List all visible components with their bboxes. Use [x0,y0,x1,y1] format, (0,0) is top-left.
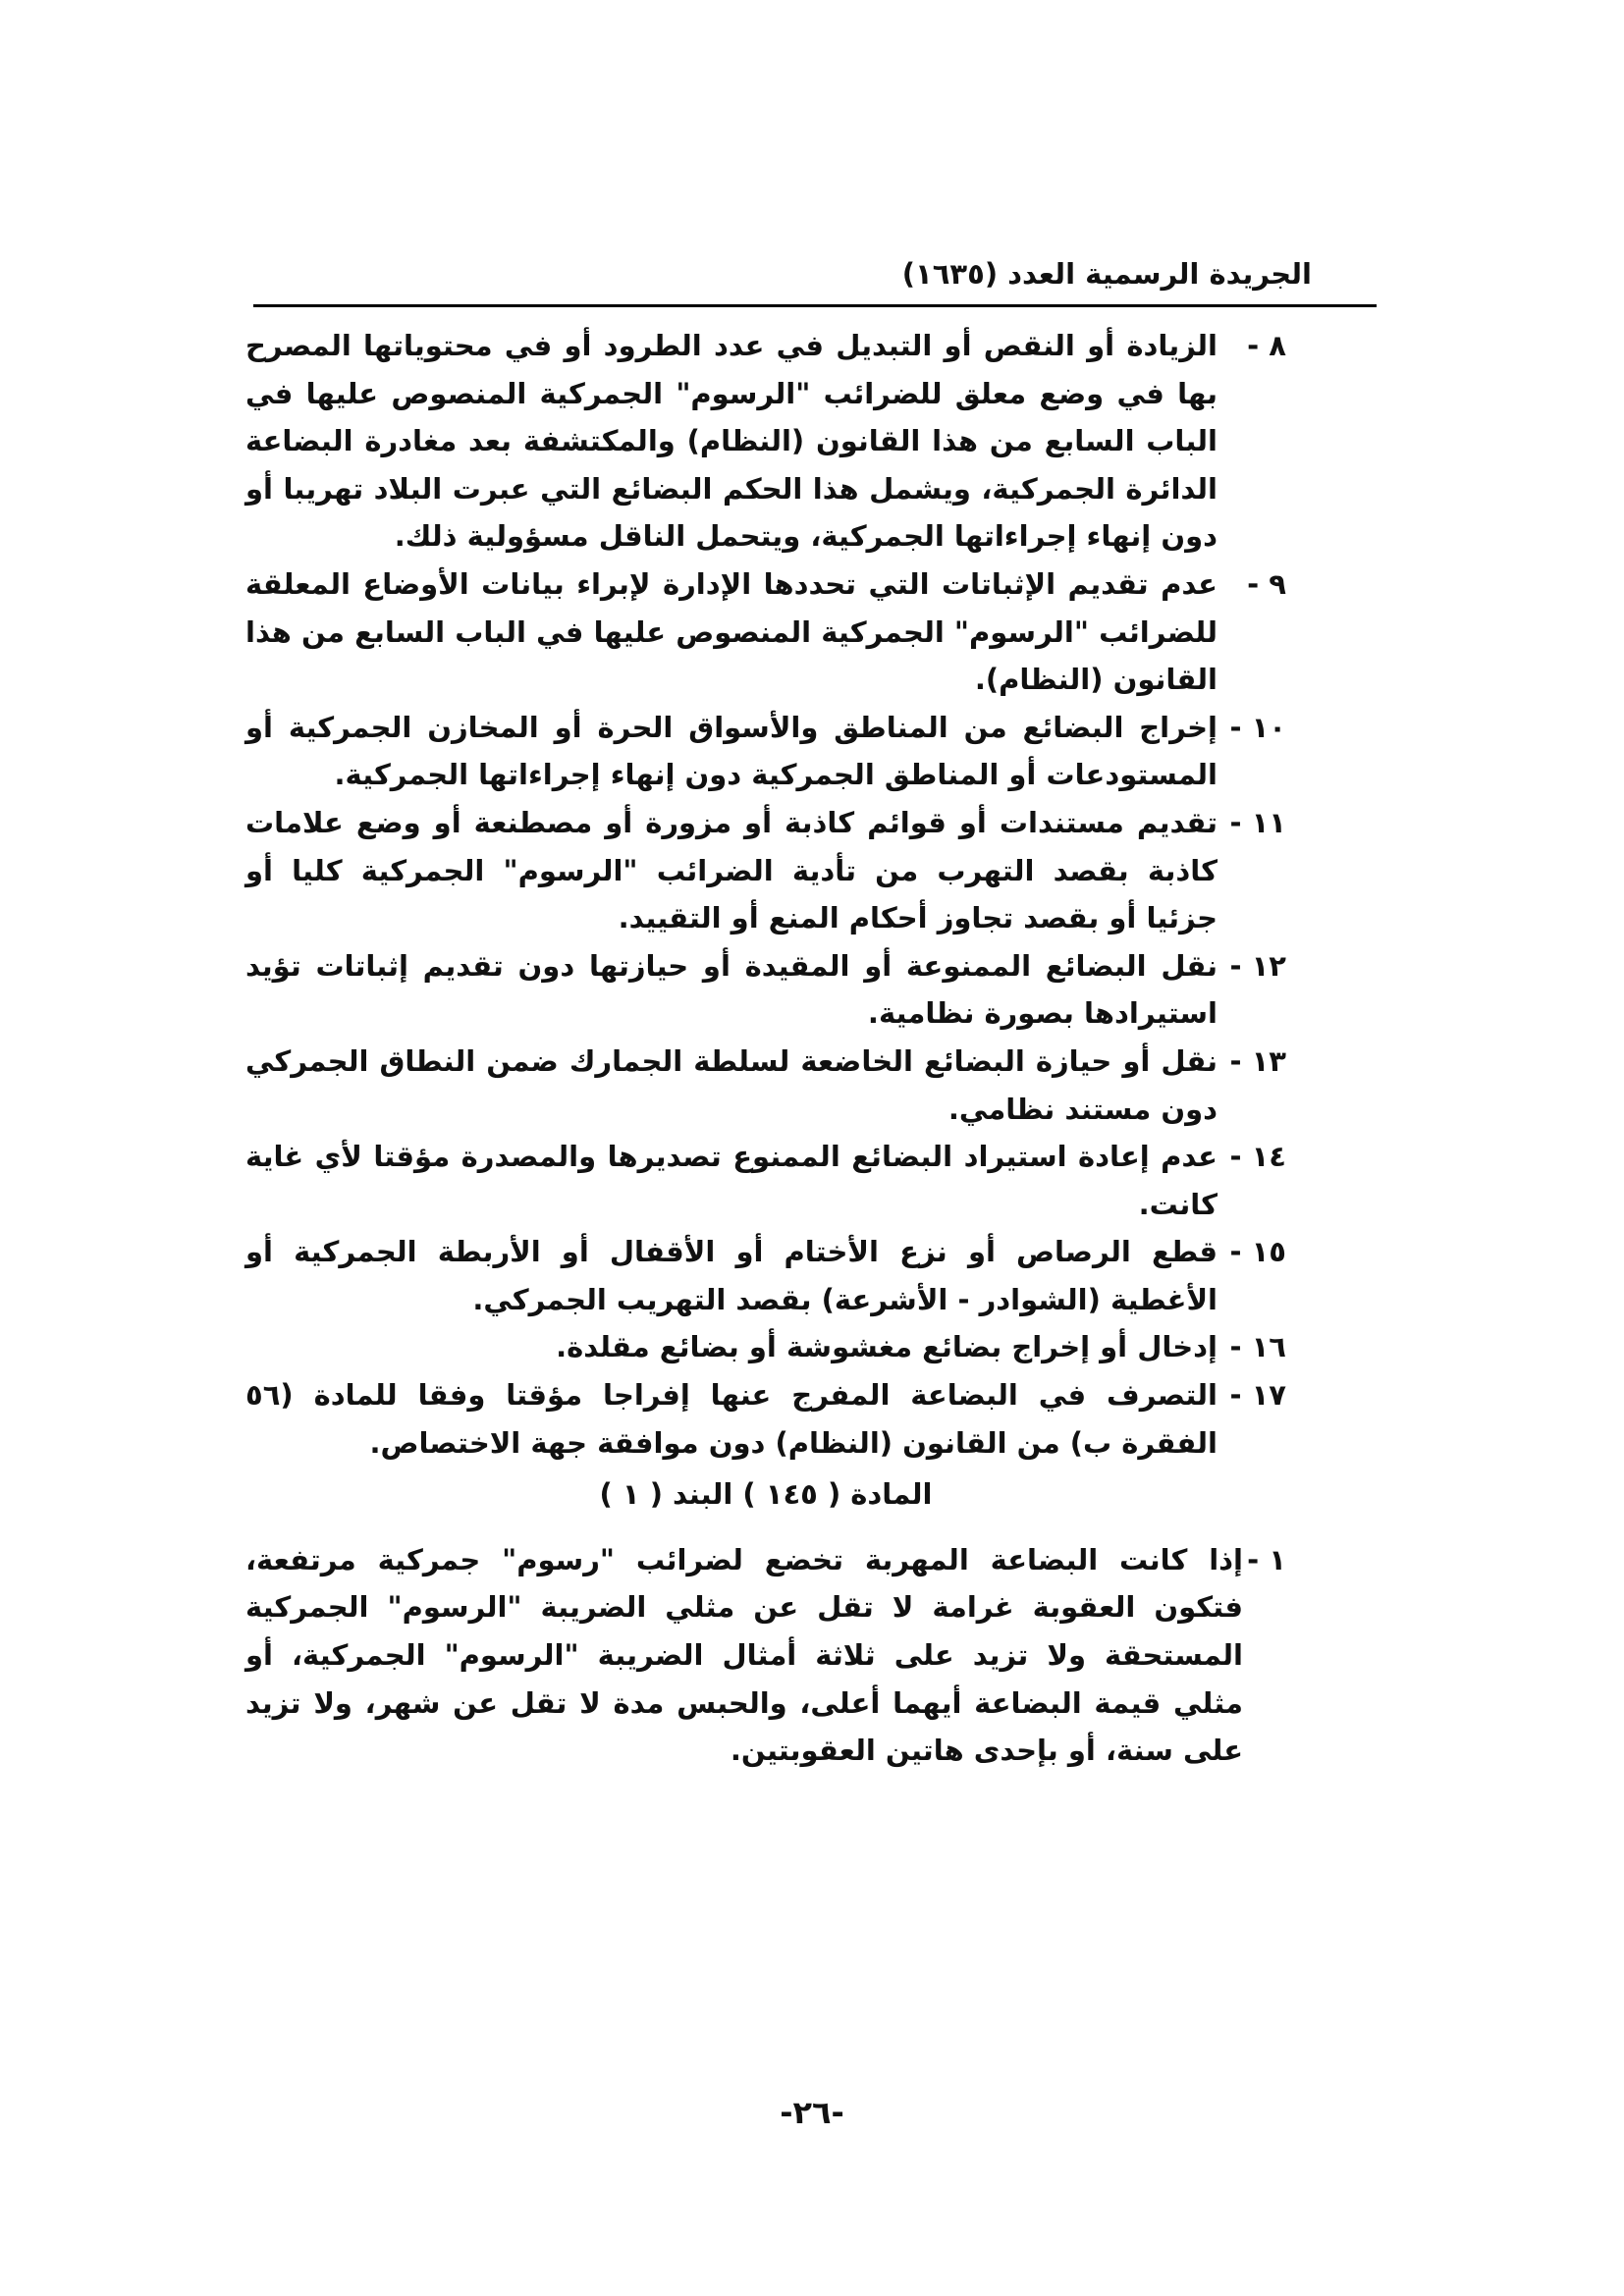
item-number: ١٤ - [1229,1140,1286,1174]
list-item [245,799,1286,942]
item-text: قطع الرصاص أو نزع الأختام أو الأقفال أو الأربطة الجمركية أو الأغطية (الشوادر - الأشرعة) بقصد التهريب الجمركي. [245,1235,1218,1316]
item-text: الزيادة أو النقص أو التبديل في عدد الطرود أو في محتوياتها المصرح بها في وضع معلق للضرائب "الرسوم" الجمركية المنصوص عليها في الباب السابع من هذا القانون (النظام) والمكتشفة بعد مغادرة البضاعة الدائرة الجمركية، ويشمل هذا الحكم البضائع التي عبرت البلاد تهريبا أو دون إنهاء إجراءاتها الجمركية، ويتحمل الناقل مسؤولية ذلك. [245,329,1218,554]
item-number: ١٧ - [1229,1378,1286,1413]
list-item [245,1038,1286,1133]
article-heading: المادة ( ١٤٥ ) البند ( ١ ) [599,1477,933,1512]
item-text: نقل البضائع الممنوعة أو المقيدة أو حيازتها دون تقديم إثباتات تؤيد استيرادها بصورة نظامية. [245,948,1218,1031]
item-text: عدم تقديم الإثباتات التي تحددها الإدارة لإبراء بيانات الأوضاع المعلقة للضرائب "الرسوم" الجمركية المنصوص عليها في الباب السابع من هذا القانون (النظام). [245,566,1218,697]
item-text: إخراج البضائع من المناطق والأسواق الحرة أو المخازن الجمركية أو المستودعات أو المناطق الجمركية دون إنهاء إجراءاتها الجمركية. [245,710,1218,792]
list-item [245,1323,1286,1371]
item-text: عدم إعادة استيراد البضائع الممنوع تصديرها والمصدرة مؤقتا لأي غاية كانت. [245,1140,1218,1221]
item-number: ١٠ - [1229,710,1286,744]
item-number: ٨ - [1247,329,1286,362]
item-number: ١٣ - [1229,1043,1286,1078]
item-text: تقديم مستندات أو قوائم كاذبة أو مزورة أو مصطنعة أو وضع علامات كاذبة بقصد التهرب من تأدية الضرائب "الرسوم" الجمركية كليا أو جزئيا أو بقصد تجاوز أحكام المنع أو التقييد. [245,805,1218,935]
gazette-header-title: الجريدة الرسمية العدد (١٦٣٥) [901,257,1312,291]
item-text: نقل أو حيازة البضائع الخاضعة لسلطة الجمارك ضمن النطاق الجمركي دون مستند نظامي. [245,1043,1218,1126]
list-item [245,1371,1286,1467]
list-item [245,1133,1286,1228]
item-number: ١ - [1247,1542,1286,1576]
list-item [245,942,1286,1038]
list-item [245,322,1286,561]
item-number: ١٢ - [1229,948,1286,983]
item-text: إذا كانت البضاعة المهربة تخضع لضرائب "رسوم" جمركية مرتفعة، فتكون العقوبة غرامة لا تقل عن مثلي الضريبة "الرسوم" الجمركية المستحقة ولا تزيد على ثلاثة أمثال الضريبة "الرسوم" الجمركية، أو مثلي قيمة البضاعة أيهما أعلى، والحبس مدة لا تقل عن شهر، ولا تزيد على سنة، أو بإحدى هاتين العقوبتين. [245,1542,1243,1768]
document-body [245,322,1286,1775]
item-number: ٩ - [1247,566,1286,601]
item-number: ١٥ - [1229,1235,1286,1269]
item-text: التصرف في البضاعة المفرج عنها إفراجا مؤقتا وفقا للمادة (٥٦ الفقرة ب) من القانون (النظام) دون موافقة جهة الاختصاص. [245,1378,1218,1460]
list-item [245,1228,1286,1323]
header-divider [253,304,1377,307]
item-text: إدخال أو إخراج بضائع مغشوشة أو بضائع مقلدة. [556,1330,1218,1364]
item-number: ١١ - [1229,805,1286,839]
list-item [245,561,1286,704]
article-list-item [245,1536,1286,1775]
list-item [245,704,1286,799]
page-number: -٢٦- [780,2094,844,2131]
item-number: ١٦ - [1229,1330,1286,1364]
